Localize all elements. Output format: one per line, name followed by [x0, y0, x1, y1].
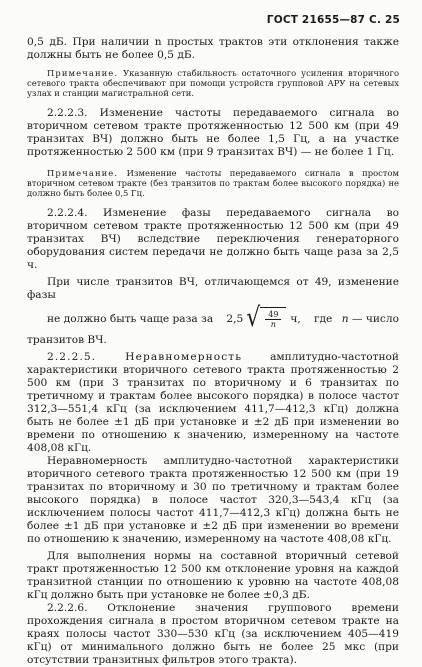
note-text: Изменение частоты передаваемого сигнала в простом вторичном сетевом тракте (без транзитов по трактам более высокого порядка) не должно быть более 0,5 Гц. — [27, 168, 399, 198]
formula-pre-text: не должно быть чаще раза за — [47, 313, 214, 325]
page-header: ГОСТ 21655—87 С. 25 — [266, 14, 400, 26]
paragraph — [27, 351, 399, 455]
note-label: Примечание. — [47, 68, 119, 78]
fraction-numerator: 49 — [265, 310, 281, 320]
paragraph: 0,5 дБ. При наличии n простых трактов эти отклонения также должны быть не более 0,5 дБ. — [27, 36, 399, 61]
sqrt-sign: √ — [246, 303, 261, 334]
note-label: Примечание. — [47, 168, 119, 178]
section-text: амплитудно-частотной характеристики вторичного сетевого тракта протяженностью 2 500 км (при 3 транзитах по вторичному и 6 транзитах по третичному и трактам более высокого порядка) в полосе частот 312,3—551,4 кГц (за исключением 411,7—412,3 кГц) должна быть не более ±1 дБ при установке и ±2 дБ при изменении во времени по отношению к значению, измеренному на частоте 408,08 кГц. — [27, 351, 399, 454]
section-text: значения группового времени прохождения сигнала в простом вторичном сетевом тракте на краях полосы частот 330—530 кГц (за исключением 405—419 кГц) от минимального должно быть не более 25 мкс (при отсутствии транзитных фильтров этого тракта). — [27, 602, 399, 666]
section-label: 2.2.2.6. Отклонение — [47, 602, 176, 614]
paragraph: 2.2.2.3. Изменение частоты передаваемого сигнала во вторичном сетевом тракте протяженностью 12 500 км (при 49 транзитах ВЧ) должно быть не более 1,5 Гц, а на участке протяженностью 2 500 км (при 9 транзитах ВЧ) — не более 1 Гц. — [27, 107, 399, 158]
paragraph: транзитов ВЧ. — [27, 334, 107, 346]
paragraph: 2.2.2.4. Изменение фазы передаваемого сигнала во вторичном сетевом тракте протяженностью 12 500 км (при 49 транзитах ВЧ) вследствие переключения генераторного оборудования систем передачи не должно быть чаще раза за 2,5 ч. — [27, 207, 399, 271]
paragraph: Для выполнения нормы на составной вторичный сетевой тракт протяженностью 12 500 км отклонение уровня на каждой транзитной станции по отношению к уровню на частоте 408,08 кГц должно быть при установке не более ±0,3 дБ. — [27, 550, 399, 601]
formula-unit: ч, — [290, 313, 301, 325]
fraction — [265, 310, 281, 329]
section-label: 2.2.2.5. Неравномерность — [47, 351, 243, 363]
formula-coefficient: 2,5 — [226, 313, 244, 325]
sqrt-radicand — [260, 307, 286, 329]
note — [27, 68, 399, 98]
note — [27, 168, 399, 198]
formula — [226, 303, 301, 334]
paragraph: При числе транзитов ВЧ, отличающемся от 49, изменение фазы — [27, 276, 399, 301]
note-text: Указанную стабильность остаточного усиления вторичного сетевого тракта обеспечивают при помощи устройств групповой АРУ на сетевых узлах и станции магистральной сети. — [27, 68, 399, 98]
paragraph: Неравномерность амплитудно-частотной характеристики вторичного сетевого тракта протяженностью 12 500 км (при 19 транзитах по вторичному и 30 по третичному и трактам более высокого порядка) в полосе частот 320,3—543,4 кГц (за исключением полосы частот 411,7—412,3 кГц) должна быть не более ±1 дБ при установке и ±2 дБ при изменении во времени по отношению к значению, измеренному на частоте 408,08 кГц. — [27, 455, 399, 545]
variable-n: n — [341, 313, 349, 325]
where-word: где — [313, 313, 333, 325]
formula-line — [47, 304, 399, 334]
fraction-denominator: n — [270, 320, 276, 329]
paragraph — [27, 602, 399, 667]
variable-description: — число — [351, 313, 399, 325]
document-body — [27, 36, 399, 667]
formula-where — [314, 313, 399, 325]
